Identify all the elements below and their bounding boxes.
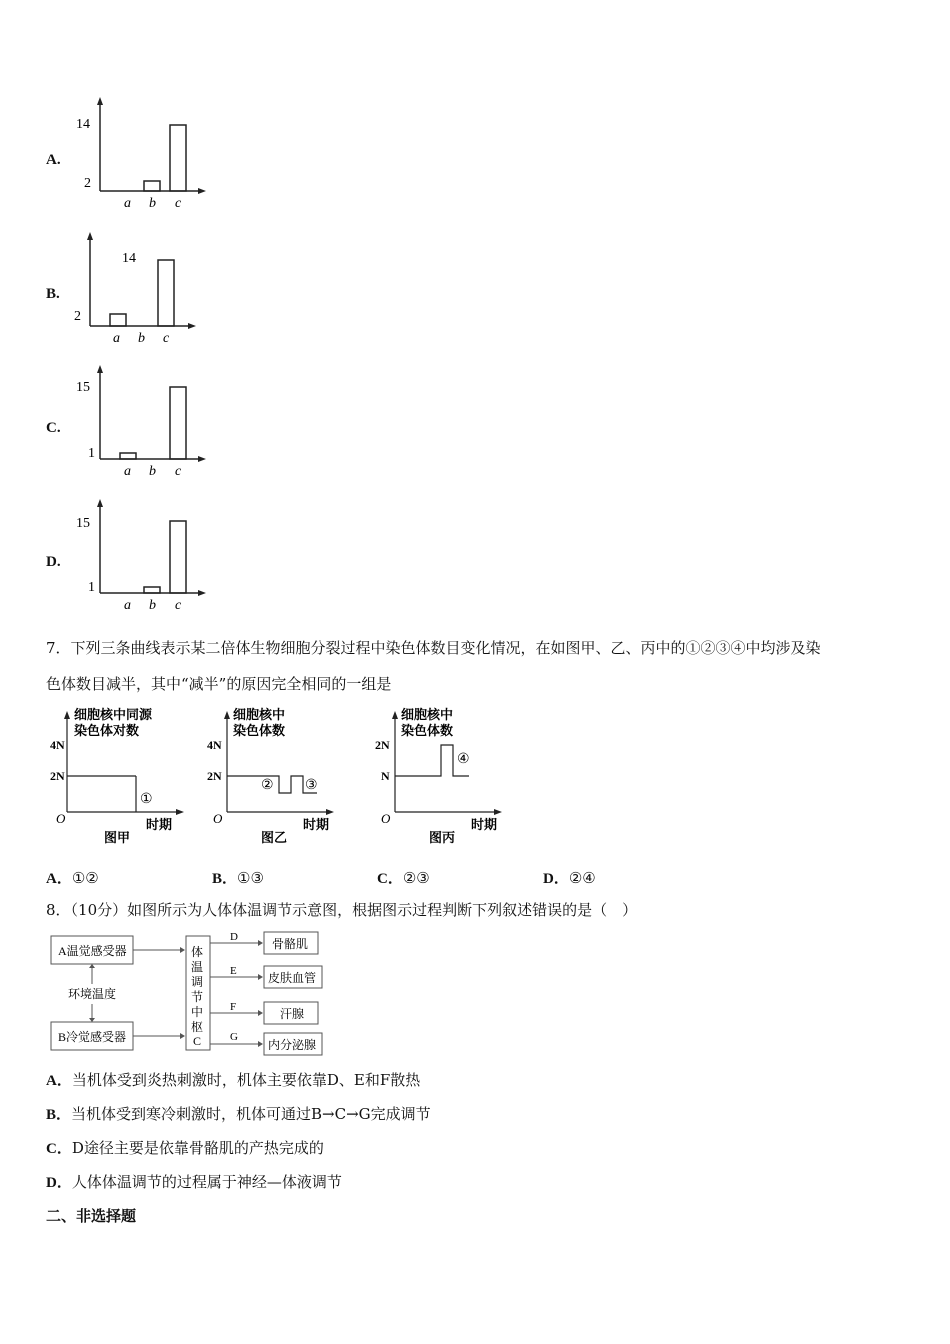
mark-3: ③ (305, 778, 318, 793)
svg-text:4N: 4N (50, 738, 65, 752)
tick-label: 15 (76, 380, 90, 395)
option-c-chart (70, 363, 220, 483)
y-axis-label: 细胞核中 (401, 707, 454, 722)
svg-text:C: C (193, 1034, 202, 1048)
figure-bing (373, 705, 513, 850)
svg-text:E: E (230, 965, 237, 977)
option-d-chart (70, 497, 220, 617)
svg-text:2N: 2N (207, 769, 222, 783)
x-label: c (163, 331, 170, 346)
tick-label: 2 (74, 309, 81, 324)
question-7-line2: 色体数目减半，其中“减半”的原因完全相同的一组是 (46, 675, 392, 693)
svg-text:N: N (381, 769, 390, 783)
q8-option-c[interactable]: C．D途径主要是依靠骨骼肌的产热完成的 (46, 1139, 324, 1157)
caption: 图甲 (104, 830, 131, 845)
x-label: a (113, 331, 120, 346)
svg-text:时期: 时期 (303, 817, 330, 832)
x-label: b (138, 331, 145, 346)
question-8-stem: 8．（10分）如图所示为人体体温调节示意图，根据图示过程判断下列叙述错误的是（ ） (46, 901, 638, 919)
svg-text:D: D (230, 931, 238, 943)
mark-2: ② (261, 778, 274, 793)
thermoregulation-diagram (48, 928, 338, 1058)
x-label: b (149, 464, 156, 479)
sensor-b: B冷觉感受器 (58, 1030, 127, 1044)
svg-text:中: 中 (191, 1005, 204, 1019)
svg-text:时期: 时期 (471, 817, 498, 832)
svg-text:体: 体 (191, 945, 204, 959)
q7-option-c[interactable]: C．②③ (377, 869, 430, 887)
svg-text:皮肤血管: 皮肤血管 (268, 971, 317, 985)
env-temp: 环境温度 (68, 987, 117, 1001)
bar-c (170, 125, 186, 191)
figure-yi (205, 705, 345, 850)
svg-text:2N: 2N (50, 769, 65, 783)
q8-option-d[interactable]: D．人体体温调节的过程属于神经—体液调节 (46, 1173, 342, 1191)
svg-text:内分泌腺: 内分泌腺 (268, 1038, 317, 1052)
svg-text:O: O (381, 811, 391, 826)
svg-text:枢: 枢 (191, 1020, 204, 1034)
option-c-label[interactable]: C. (46, 420, 61, 436)
y-axis-label: 染色体数 (233, 723, 286, 738)
mark-4: ④ (457, 752, 470, 767)
y-axis-label: 细胞核中同源 (74, 707, 153, 722)
x-label: a (124, 598, 131, 613)
tick-label: 1 (88, 446, 95, 461)
q7-option-a[interactable]: A．①② (46, 869, 99, 887)
caption: 图乙 (261, 830, 288, 845)
tick-label: 1 (88, 580, 95, 595)
y-axis-label: 染色体对数 (74, 723, 140, 738)
section-2-heading: 二、非选择题 (46, 1207, 137, 1225)
svg-text:调: 调 (191, 975, 204, 989)
option-b-chart (70, 228, 220, 348)
x-label: c (175, 598, 182, 613)
svg-text:G: G (230, 1031, 238, 1043)
svg-text:温: 温 (191, 960, 204, 974)
q7-option-d[interactable]: D．②④ (543, 869, 596, 887)
option-a-label[interactable]: A. (46, 152, 61, 168)
x-label: b (149, 598, 156, 613)
tick-label: 2 (84, 176, 91, 191)
mark-1: ① (140, 792, 153, 807)
tick-label: 14 (122, 251, 136, 266)
bar-b (144, 587, 160, 593)
bar-b (144, 181, 160, 191)
y-axis-label: 染色体数 (401, 723, 454, 738)
option-d-label[interactable]: D. (46, 554, 61, 570)
question-7-line1: 7．下列三条曲线表示某二倍体生物细胞分裂过程中染色体数目变化情况，在如图甲、乙、丙中的①②③④中均涉及染 (46, 639, 821, 657)
svg-text:骨骼肌: 骨骼肌 (272, 937, 309, 951)
y-axis-label: 细胞核中 (233, 707, 286, 722)
svg-text:节: 节 (191, 990, 204, 1004)
svg-text:时期: 时期 (146, 817, 173, 832)
svg-text:O: O (213, 811, 223, 826)
bar-c (170, 521, 186, 593)
bar-a (110, 314, 126, 326)
sensor-a: A温觉感受器 (58, 944, 127, 958)
bar-c (158, 260, 174, 326)
caption: 图丙 (429, 830, 456, 845)
option-a-chart (70, 95, 220, 215)
x-label: a (124, 464, 131, 479)
bar-c (170, 387, 186, 459)
x-label: b (149, 196, 156, 211)
bar-a (120, 453, 136, 459)
q7-option-b[interactable]: B．①③ (212, 869, 264, 887)
tick-label: 15 (76, 516, 90, 531)
svg-text:汗腺: 汗腺 (280, 1007, 305, 1021)
x-label: c (175, 196, 182, 211)
svg-text:4N: 4N (207, 738, 222, 752)
q8-option-b[interactable]: B．当机体受到寒冷刺激时，机体可通过B→C→G完成调节 (46, 1105, 431, 1123)
svg-text:O: O (56, 811, 66, 826)
x-label: c (175, 464, 182, 479)
x-label: a (124, 196, 131, 211)
q8-option-a[interactable]: A．当机体受到炎热刺激时，机体主要依靠D、E和F散热 (46, 1071, 421, 1089)
option-b-label[interactable]: B. (46, 286, 60, 302)
tick-label: 14 (76, 117, 90, 132)
svg-text:2N: 2N (375, 738, 390, 752)
svg-text:F: F (230, 1001, 237, 1013)
figure-jia (50, 705, 190, 850)
